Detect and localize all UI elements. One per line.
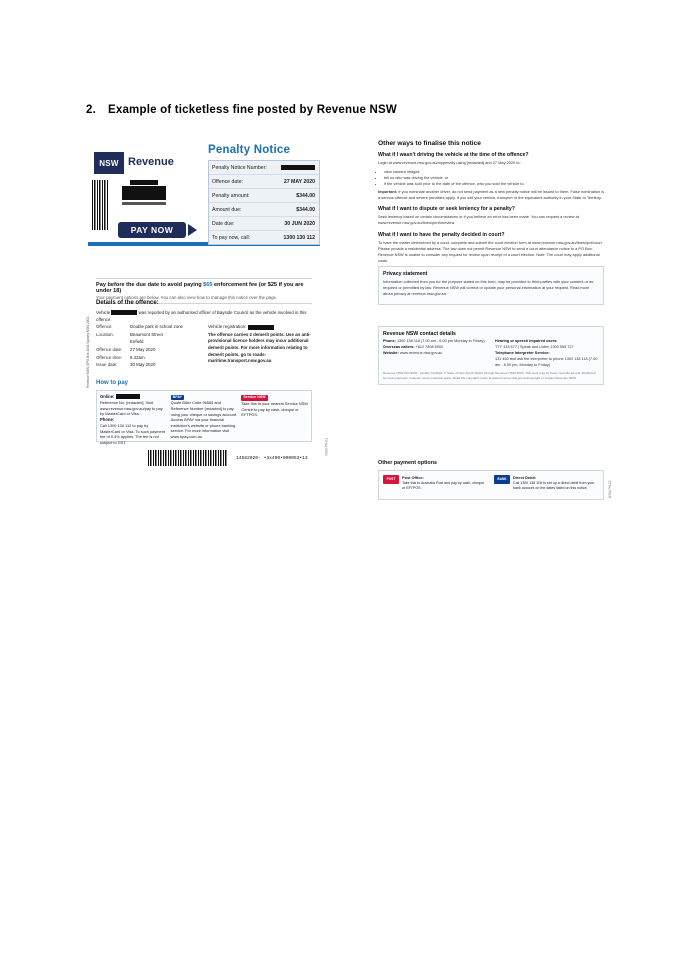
contact-value: 1300 138 118 (7.00 am - 6.00 pm Monday to Friday) <box>396 339 485 343</box>
section-footer <box>378 189 604 201</box>
return-address-vertical: Revenue NSW GPO Box 4042 Sydney NSW 2001 <box>86 316 90 388</box>
option-body: Call 1300 130 112 to pay by MasterCard or Visa. To such payment fee of 0.4% applies. The fee is not subject to GST. <box>100 423 165 446</box>
heading-text: Example of ticketless fine posted by Revenue NSW <box>108 104 397 116</box>
pay-option-online <box>100 394 167 446</box>
section-dispute <box>378 206 604 229</box>
payment-barcode <box>148 450 228 466</box>
bullet-item: • view camera images <box>384 169 604 175</box>
option-body: Reference No. [redacted]. Visit www.revenue.nsw.gov.au/pay to pay by MasterCard or Visa. <box>100 400 163 417</box>
section-bullets <box>384 169 604 187</box>
option-body: Quote Biller Code 96565 and Reference Number [redacted] to pay, using your cheque or savings account. Access BPAY via your financial institution's website or phone banking service. For more information visit www.bpay.com.au <box>170 400 238 440</box>
other-payment-post <box>383 475 488 495</box>
option-body: Take this to Australia Post and pay by cash, cheque or EFTPOS. <box>402 481 485 491</box>
detail-key: Offence time: <box>96 354 123 360</box>
option-title: Online: <box>100 394 115 399</box>
row-value: 27 MAY 2020 <box>283 178 315 185</box>
pay-banner-pre: Pay before the due date to avoid paying <box>96 282 202 288</box>
pay-banner-post: enforcement fee (or $25 if you are under 18) <box>96 282 304 294</box>
row-label: Amount due: <box>212 206 242 213</box>
footer-bold: Important: <box>378 189 398 195</box>
pay-now-arrow-icon <box>188 224 197 236</box>
bullet-item: • tell us who was driving the vehicle, or <box>384 175 604 181</box>
bpay-icon: BPAY <box>172 395 183 399</box>
details-left-column <box>96 324 200 370</box>
row-value: $344.00 <box>296 192 315 199</box>
pay-option-servicensw <box>241 394 308 438</box>
detail-key: Vehicle registration: <box>208 324 247 330</box>
detail-value: 8.42am <box>130 354 145 360</box>
section-body-text: Login at www.revenue.nsw.gov.au/mypenalty using [redacted] and 27 May 2020 to: <box>378 160 521 165</box>
penalty-notice-title: Penalty Notice <box>208 144 291 156</box>
copyright-fineprint: Revenue NSW ISO 9001 - Quality Certified. © State of New South Wales through Revenue NSW 2020. This work may be freely reproduced and distributed for most purposes, however some materials apply. Read the copyright notice at www.revenue.nsw.gov.au/copyright or contact Revenue NSW. <box>383 371 596 380</box>
section-court <box>378 232 604 266</box>
nsw-logo: NSW <box>94 152 124 174</box>
ocr-reference-line: 14582020- •3x400•000053•13 <box>236 456 308 461</box>
demerit-points-note: The offence carries 2 demerit points. Use an anti-provisional licence holders may incur additional demerit points. For more information relating to demerit points, go to roads-maritime.transport.nsw.gov.au <box>208 331 311 364</box>
bank-icon: BANK <box>494 475 510 484</box>
section-heading: What if I want to have the penalty decided in court? <box>378 232 505 238</box>
penalty-notice-front <box>86 138 328 468</box>
option-body: Take this to your nearest Service NSW Centre to pay by cash, cheque or EFTPOS. <box>241 400 308 418</box>
privacy-body: Information collected from you for the purpose stated on this form, may be provided to third parties with your consent or as required or permitted by law. Revenue NSW will correct or update your personal information at your request. Read more about privacy at revenue.nsw.gov.au. <box>383 279 594 296</box>
other-payment-box <box>378 470 604 500</box>
option-title: Post Office: <box>402 475 424 480</box>
pay-banner-sub: Your payment options are below. You can also view how to manage this notice over the page. <box>96 295 278 300</box>
bullet-item: • if the vehicle was sold prior to the date of the offence, who you sold the vehicle to. <box>384 181 604 187</box>
other-payment-heading: Other payment options <box>378 460 438 466</box>
details-right-column <box>208 324 312 370</box>
details-heading: Details of the offence: <box>96 300 159 306</box>
table-row <box>209 189 319 203</box>
contact-value: +612 7808 6900 <box>415 344 444 349</box>
detail-key: Issue date: <box>96 362 118 368</box>
penalty-notice-back <box>378 140 604 470</box>
contact-heading: Revenue NSW contact details <box>383 331 456 337</box>
section-body: To have the matter determined by a court, complete and submit the court election form at www.revenue.nsw.gov.au/fines/ipct/court. Please provide a residential address. The law does not permit Revenue NSW to send a court attendance notice to a PO Box. Revenue NSW is unable to consider any request for review upon receipt of a court election. Note: The court may apply additional costs. <box>378 240 603 263</box>
pay-now-button[interactable]: PAY NOW <box>118 222 186 238</box>
detail-key: Location: <box>96 331 114 337</box>
offence-details <box>96 310 312 370</box>
form-code-back: NSW-PN-02 <box>608 480 612 498</box>
notice-summary-table <box>208 160 320 245</box>
footer-text: If you nominate another driver, do not send payment as a new penalty notice will be issued to them. False nomination is a serious offence and severe penalties apply. If you sell your vehicle, transport or the equivalent authority in your State or Territory. <box>378 189 605 201</box>
revenue-wordmark: Revenue <box>128 156 174 168</box>
table-row <box>209 231 319 244</box>
pay-option-bpay <box>171 394 238 438</box>
envelope-icon <box>122 180 166 206</box>
contact-left-column <box>383 339 487 368</box>
contact-key: Overseas callers: <box>383 344 415 349</box>
vehicle-line <box>96 310 312 323</box>
pay-banner-amount: $65 <box>203 282 213 288</box>
table-row <box>209 203 319 217</box>
row-label: Penalty amount: <box>212 192 250 199</box>
row-label: To pay now, call: <box>212 234 251 241</box>
contact-key: Telephone Interpreter Service: <box>495 350 550 355</box>
detail-value: 30 May 2020 <box>130 362 156 368</box>
option-body: Call 1300 138 118 to set up a direct debit from your bank account on the dates listed on this notice. <box>513 481 595 491</box>
option-title: Phone: <box>100 417 115 423</box>
privacy-statement-box <box>378 266 604 305</box>
row-label: Penalty Notice Number: <box>212 164 267 171</box>
section-heading: What if I want to dispute or seek leniency for a penalty? <box>378 206 515 212</box>
row-value <box>268 165 319 171</box>
page-title <box>86 104 397 116</box>
row-value: 30 JUN 2020 <box>284 220 315 227</box>
contact-key: Hearing or speech impaired users: <box>495 339 558 343</box>
heading-number: 2. <box>86 104 96 116</box>
detail-key: Offence: <box>96 324 113 330</box>
contact-details-box <box>378 326 604 385</box>
australia-post-icon: POST <box>383 475 399 484</box>
how-to-pay-box <box>96 390 312 446</box>
how-to-pay-heading: How to pay <box>96 380 129 386</box>
contact-key: Phone: <box>383 339 396 343</box>
contact-value: TTY 133 677 | Speak and Listen 1300 555 727 <box>495 344 574 349</box>
row-label: Offence date: <box>212 178 244 185</box>
other-payment-direct-debit <box>494 475 599 495</box>
detail-key: Offence date: <box>96 347 123 353</box>
contact-value[interactable]: www.revenue.nsw.gov.au <box>399 350 443 355</box>
vehicle-text: was reported by an authorised officer of Bayside Council as the vehicle involved in this offence. <box>96 310 307 322</box>
back-page-title: Other ways to finalise this notice <box>378 140 481 147</box>
detail-value: 27 May 2020 <box>130 347 156 353</box>
privacy-heading: Privacy statement <box>383 271 428 277</box>
contact-key: Website: <box>383 350 399 355</box>
section-not-driving <box>378 152 604 204</box>
detail-value: Double park in school zone <box>130 324 183 330</box>
section-heading: What if I wasn't driving the vehicle at the time of the offence? <box>378 152 529 158</box>
option-title: Direct Debit: <box>513 475 537 480</box>
contact-right-column <box>495 339 599 368</box>
contact-value: 131 450 and ask the interpreter to phone 1300 138 118 (7.00 am - 6.00 pm, Monday to Friday) <box>495 356 598 367</box>
row-label: Date due: <box>212 220 235 227</box>
row-value: $344.00 <box>296 206 315 213</box>
section-body: Seek leniency based on certain circumstances or if you believe an error has been made. You can request a review at www.revenue.nsw.gov.au/fines/penforreview <box>378 214 579 225</box>
vertical-barcode <box>92 180 108 230</box>
form-code-front: NSW-PN-01 <box>324 438 328 456</box>
table-row <box>209 161 319 175</box>
detail-value: Enfield <box>130 339 144 345</box>
section-body <box>378 160 604 166</box>
detail-value: Beaumont Street <box>130 331 163 337</box>
row-value: 1300 130 112 <box>283 234 315 241</box>
table-row <box>209 175 319 189</box>
vehicle-label: Vehicle <box>96 310 111 315</box>
service-nsw-icon: Service NSW <box>243 395 266 399</box>
table-row <box>209 217 319 231</box>
